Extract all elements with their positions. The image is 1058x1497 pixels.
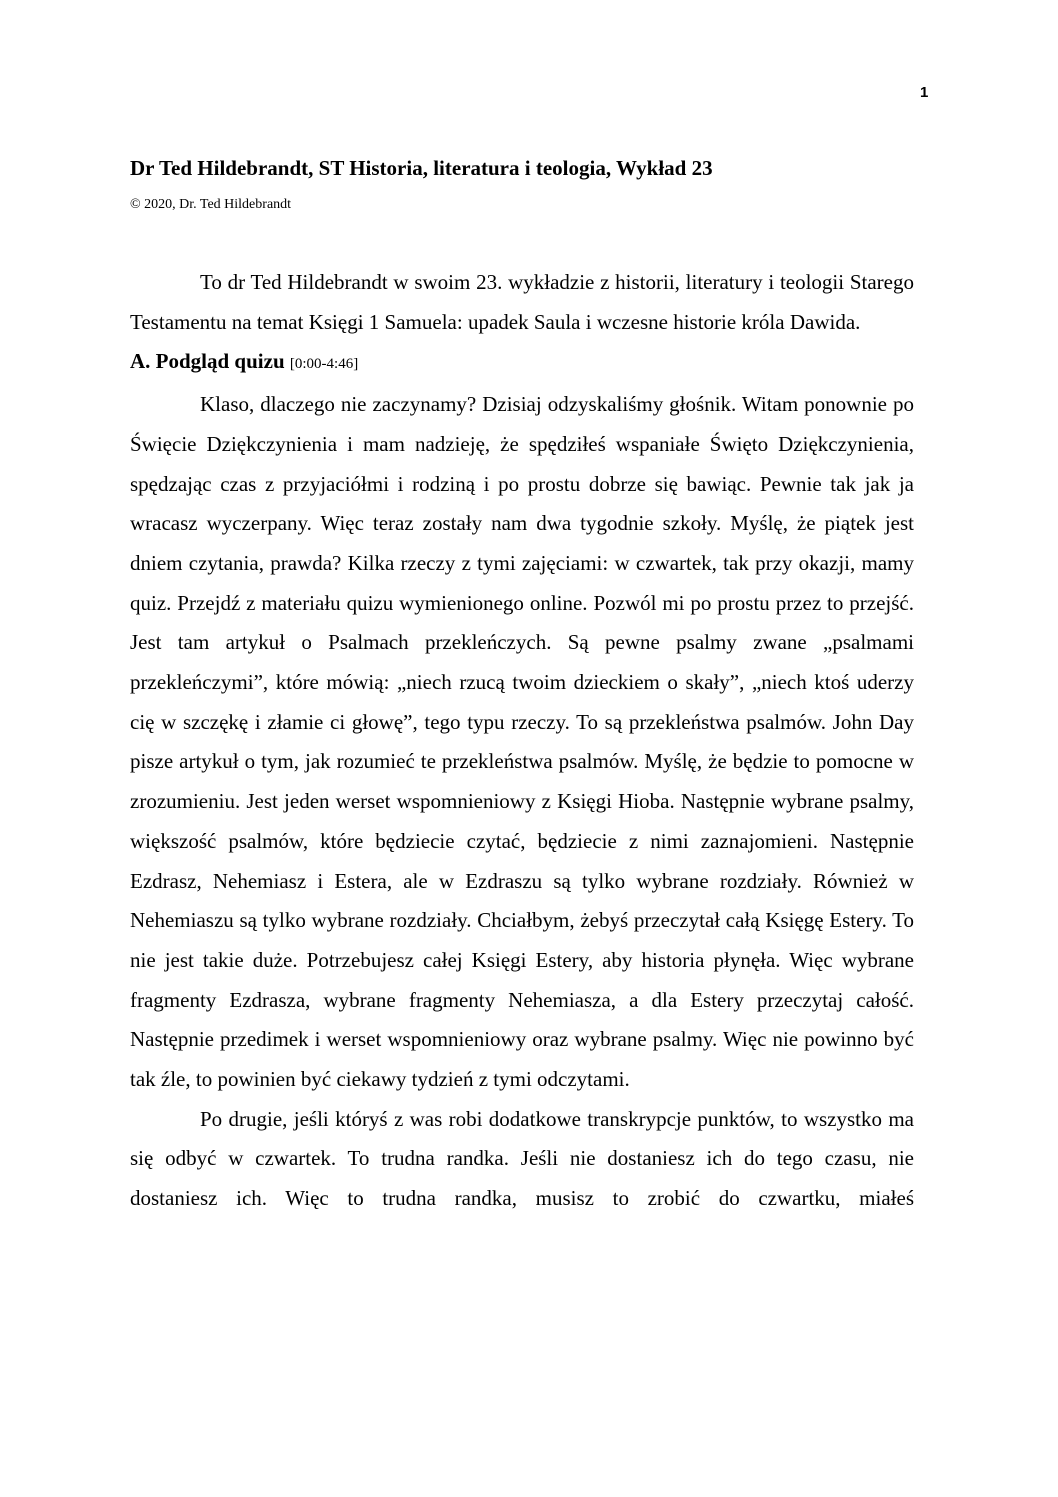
section-heading-quiz-preview: [130, 342, 914, 385]
intro-paragraph: To dr Ted Hildebrandt w swoim 23. wykładzie z historii, literatury i teologii Starego Testamentu na temat Księgi 1 Samuela: upadek Saula i wczesne historie króla Dawida.: [130, 270, 914, 334]
body-paragraph: Klaso, dlaczego nie zaczynamy? Dzisiaj odzyskaliśmy głośnik. Witam ponownie po Święcie Dziękczynienia i mam nadzieję, że spędziłeś wspaniałe Święto Dziękczynienia, spędzając czas z przyjaciółmi i rodziną i po prostu dobrze się bawiąc. Pewnie tak jak ja wracasz wyczerpany. Więc teraz zostały nam dwa tygodnie szkoły. Myślę, że piątek jest dniem czytania, prawda? Kilka rzeczy z tymi zajęciami: w czwartek, tak przy okazji, mamy quiz. Przejdź z materiału quizu wymienionego online. Pozwól mi po prostu przez to przejść. Jest tam artykuł o Psalmach przekleńczych. Są pewne psalmy zwane „psalmami przekleńczymi”, które mówią: „niech rzucą twoim dzieckiem o skały”, „niech ktoś uderzy cię w szczękę i złamie ci głowę”, tego typu rzeczy. To są przekleństwa psalmów. John Day pisze artykuł o tym, jak rozumieć te przekleństwa psalmów. Myślę, że będzie to pomocne w zrozumieniu. Jest jeden werset wspomnieniowy z Księgi Hioba. Następnie wybrane psalmy, większość psalmów, które będziecie czytać, będziecie z nimi zaznajomieni. Następnie Ezdrasz, Nehemiasz i Estera, ale w Ezdraszu są tylko wybrane rozdziały. Również w Nehemiaszu są tylko wybrane rozdziały. Chciałbym, żebyś przeczytał całą Księgę Estery. To nie jest takie duże. Potrzebujesz całej Księgi Estery, aby historia płynęła. Więc wybrane fragmenty Ezdrasza, wybrane fragmenty Nehemiasza, a dla Estery przeczytaj całość. Następnie przedimek i werset wspomnieniowy oraz wybrane psalmy. Więc nie powinno być tak źle, to powinien być ciekawy tydzień z tymi odczytami.: [130, 392, 914, 1092]
document-title: Dr Ted Hildebrandt, ST Historia, literatura i teologia, Wykład 23: [130, 156, 713, 180]
section-timestamp: [0:00-4:46]: [289, 356, 359, 373]
document-body: [130, 263, 914, 1219]
copyright-notice: © 2020, Dr. Ted Hildebrandt: [130, 197, 292, 212]
section-heading-label: A. Podgląd quizu: [130, 349, 285, 374]
page-number: 1: [920, 84, 929, 101]
body-paragraph: Po drugie, jeśli któryś z was robi dodatkowe transkrypcje punktów, to wszystko ma się odbyć w czwartek. To trudna randka. Jeśli nie dostaniesz ich do tego czasu, nie dostaniesz ich. Więc to trudna randka, musisz to zrobić do czwartku, miałeś: [130, 1106, 914, 1211]
